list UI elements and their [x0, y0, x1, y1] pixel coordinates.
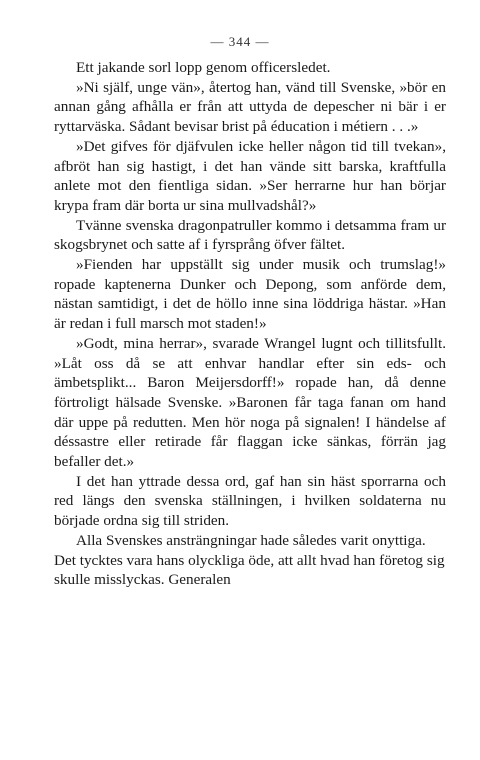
paragraph: »Fienden har uppställt sig under musik och trumslag!» ropade kaptenerna Dunker och Depong, som anförde dem, nästan samtidigt, i det de höllo inne sina löddriga hästar. »Han är redan i full marsch mot staden!» [54, 256, 446, 333]
paragraph: »Det gifves för djäfvulen icke heller någon tid till tvekan», afbröt han sig hastigt, i det han vände sitt barska, kraftfulla anlete mot den fientliga sidan. »Ser herrarne hur han börjar krypa fram där borta ur sina mullvadshål?» [54, 137, 446, 214]
page-number: — 344 — [210, 34, 270, 49]
paragraph: I det han yttrade dessa ord, gaf han sin häst sporrarna och red längs den svenska ställningen, i hvilken soldaterna nu började ordna sig till striden. [54, 472, 446, 530]
paragraph: Alla Svenskes ansträngningar hade således varit onyttiga. Det tycktes vara hans olyckliga öde, att allt hvad han företog sig skulle misslyckas. Generalen [54, 531, 445, 589]
paragraph: Tvänne svenska dragonpatruller kommo i detsamma fram ur skogsbrynet och satte af i fyrsprång öfver fältet. [54, 216, 446, 254]
paragraph: »Godt, mina herrar», svarade Wrangel lugnt och tillitsfullt. »Låt oss då se att enhvar handlar efter sin eds- och ämbetsplikt... Baron Meijersdorff!» ropade han, då denne förtroligt hälsade Svenske. »Baronen får taga fanan om hand där uppe på redutten. Men hör noga på signalen! I händelse af déssastre eller retirade får flaggan icke sänkas, förrän jag befaller det.» [54, 334, 446, 471]
paragraph: Ett jakande sorl lopp genom officersledet. [76, 59, 331, 76]
body-text [54, 58, 446, 590]
paragraph: »Ni själf, unge vän», återtog han, vänd till Svenske, »bör en annan gång afhålla er från att uttyda de depescher ni bär i er ryttarväska. Sådant bevisar brist på éducation i métiern . . .» [54, 78, 446, 136]
